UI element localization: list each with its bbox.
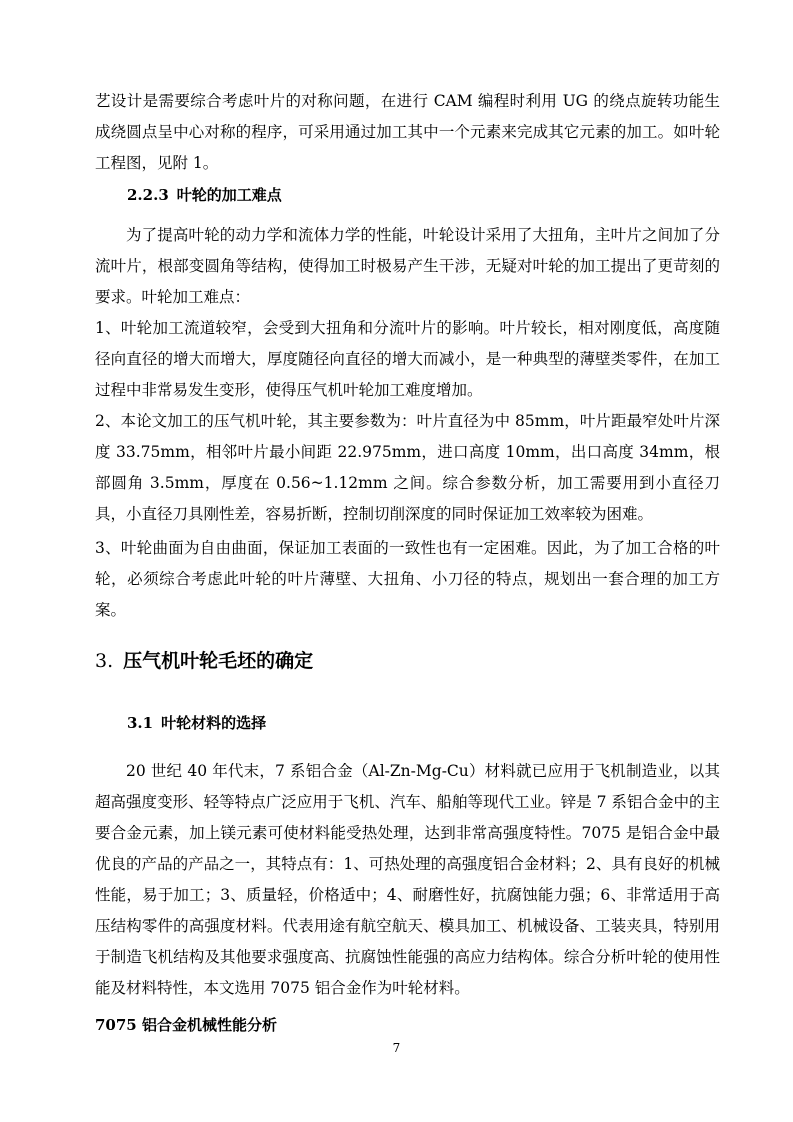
- section-number: 2.2.3: [127, 186, 169, 204]
- material-properties-title: 7075 铝合金机械性能分析: [95, 1016, 277, 1034]
- section-title: 压气机叶轮毛坯的确定: [123, 650, 314, 672]
- material-paragraph: 20 世纪 40 年代末，7 系铝合金（Al-Zn-Mg-Cu）材料就已应用于飞机制造业，以其超高强度变形、轻等特点广泛应用于飞机、汽车、船舶等现代工业。锌是 7 系铝合金中的主要合金元素，加上镁元素可使材料能受热处理，达到非常高强度特性。7075 是铝合金中最优良的产品的产品之一，其特点有：1、可热处理的高强度铝合金材料；2、具有良好的机械性能，易于加工；3、质量轻，价格适中；4、耐磨性好，抗腐蚀能力强；6、非常适用于高压结构零件的高强度材料。代表用途有航空航天、模具加工、机械设备、工装夹具，特别用于制造飞机结构及其他要求强度高、抗腐蚀性能强的高应力结构体。综合分析叶轮的使用性能及材料特性，本文选用 7075 铝合金作为叶轮材料。: [95, 762, 720, 997]
- difficulty-item-2: 2、本论文加工的压气机叶轮，其主要参数为：叶片直径为中 85mm，叶片距最窄处叶片深度 33.75mm，相邻叶片最小间距 22.975mm，进口高度 10mm，出口高度 34mm，根部圆角 3.5mm，厚度在 0.56~1.12mm 之间。综合参数分析，加工需要用到小直径刀具，小直径刀具刚性差，容易折断，控制切削深度的同时保证加工效率较为困难。: [95, 412, 720, 523]
- section-number: 3.1: [127, 714, 154, 732]
- intro-paragraph: 艺设计是需要综合考虑叶片的对称问题，在进行 CAM 编程时利用 UG 的绕点旋转功能生成绕圆点呈中心对称的程序，可采用通过加工其中一个元素来完成其它元素的加工。如叶轮工程图，见附 1。: [95, 92, 720, 172]
- difficulty-item-1: 1、叶轮加工流道较窄，会受到大扭角和分流叶片的影响。叶片较长，相对刚度低，高度随径向直径的增大而增大，厚度随径向直径的增大而减小，是一种典型的薄壁类零件，在加工过程中非常易发生变形，使得压气机叶轮加工难度增加。: [95, 319, 720, 399]
- difficulty-item-3: 3、叶轮曲面为自由曲面，保证加工表面的一致性也有一定困难。因此，为了加工合格的叶轮，必须综合考虑此叶轮的叶片薄壁、大扭角、小刀径的特点，规划出一套合理的加工方案。: [95, 539, 720, 619]
- section-2-2-3-heading: [127, 180, 282, 211]
- section-title: 叶轮材料的选择: [161, 714, 267, 732]
- section-number: 3.: [95, 650, 114, 672]
- difficulty-paragraph: 为了提高叶轮的动力学和流体力学的性能，叶轮设计采用了大扭角，主叶片之间加了分流叶片，根部变圆角等结构，使得加工时极易产生干涉，无疑对叶轮的加工提出了更苛刻的要求。叶轮加工难点：: [95, 226, 720, 306]
- section-3-1-heading: [127, 708, 266, 739]
- section-title: 叶轮的加工难点: [176, 186, 282, 204]
- section-3-heading: [95, 646, 313, 677]
- page-number: 7: [392, 1041, 401, 1055]
